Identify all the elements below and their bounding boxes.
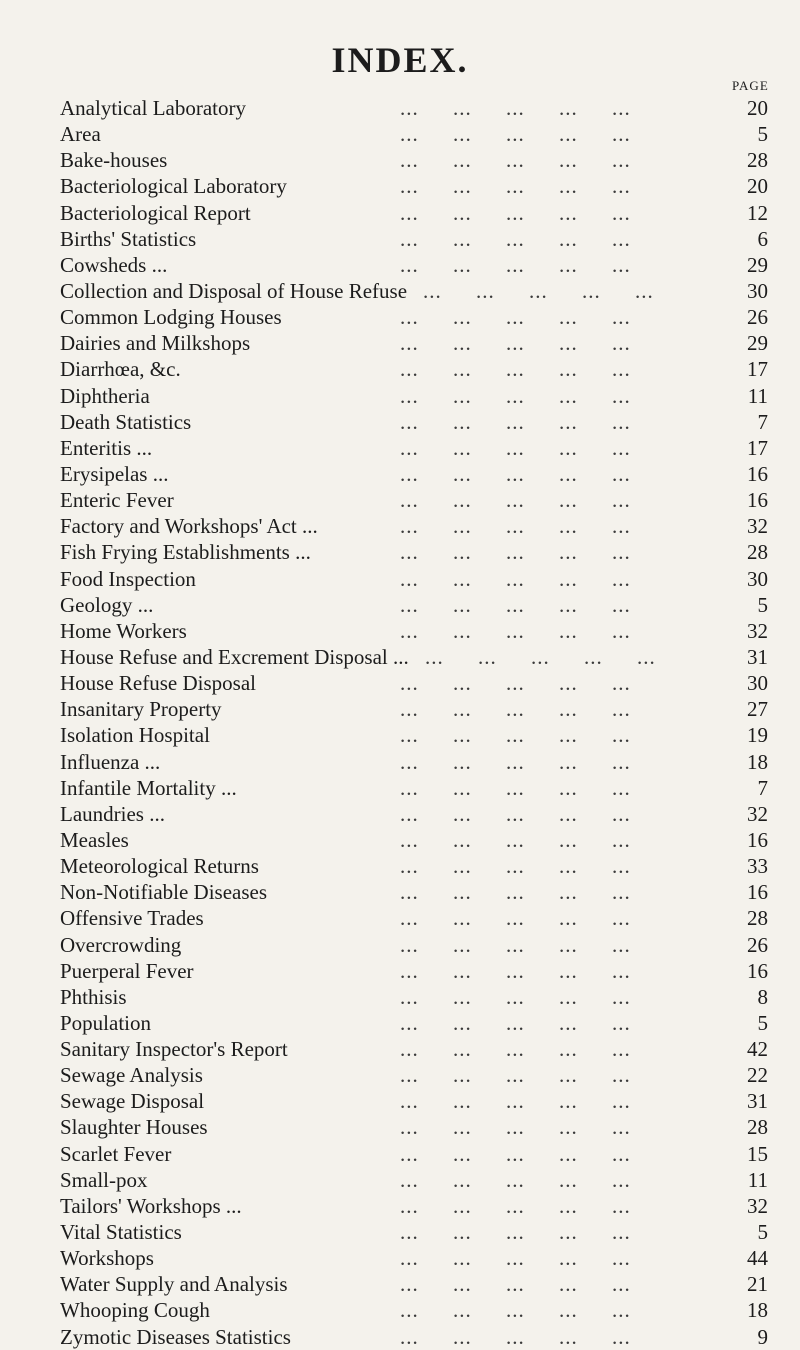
index-entry [60, 487, 780, 513]
index-entry-page-number: 29 [747, 252, 768, 277]
dot-leader: ... ... ... ... ... [400, 1246, 631, 1271]
index-entry-label: Bacteriological Laboratory [60, 174, 287, 199]
index-entry [60, 984, 780, 1010]
index-entry-page-number: 5 [757, 1220, 768, 1245]
index-entry-page-number: 31 [747, 1089, 768, 1114]
index-entry [60, 1036, 780, 1062]
index-entry-label: Cowsheds ... [60, 252, 168, 277]
index-entry-label: Food Inspection [60, 566, 196, 591]
index-entry-label: Geology ... [60, 592, 154, 617]
index-entry-page-number: 27 [747, 697, 768, 722]
index-entry-label: Non-Notifiable Diseases [60, 880, 268, 905]
index-entry-label: Infantile Mortality ... [60, 775, 237, 800]
index-entry [60, 1271, 780, 1297]
index-entry-label: Sewage Disposal [60, 1089, 205, 1114]
index-entry-page-number: 5 [757, 592, 768, 617]
dot-leader: ... ... ... ... ... [400, 514, 631, 539]
index-entry [60, 252, 780, 278]
index-entry-page-number: 12 [747, 200, 768, 225]
dot-leader: ... ... ... ... ... [400, 461, 631, 486]
index-entry [60, 932, 780, 958]
dot-leader: ... ... ... ... ... [400, 618, 631, 643]
index-entry-label: Puerperal Fever [60, 958, 194, 983]
index-entry-label: Insanitary Property [60, 697, 222, 722]
index-entry-page-number: 20 [747, 96, 768, 120]
index-entry-page-number: 7 [757, 409, 768, 434]
index-entry-label: Vital Statistics [60, 1220, 182, 1245]
dot-leader: ... ... ... ... ... [400, 827, 631, 852]
index-entry-page-number: 6 [757, 226, 768, 251]
index-entry [60, 1193, 780, 1219]
dot-leader: ... ... ... ... ... [400, 383, 631, 408]
page-column-heading: PAGE [732, 78, 769, 93]
index-entry-page-number: 30 [747, 566, 768, 591]
index-entry-label: Population [60, 1010, 152, 1035]
page-title: INDEX. [331, 40, 469, 80]
dot-leader: ... ... ... ... ... [400, 409, 631, 434]
index-entry-label: Whooping Cough [60, 1298, 210, 1323]
dot-leader: ... ... ... ... ... [400, 357, 631, 382]
index-entry [60, 618, 780, 644]
index-entry-label: Analytical Laboratory [60, 96, 247, 120]
dot-leader: ... ... ... ... ... [400, 801, 631, 826]
index-entry-page-number: 26 [747, 305, 768, 330]
index-entry-page-number: 21 [747, 1272, 768, 1297]
dot-leader: ... ... ... ... ... [400, 671, 631, 696]
index-entry-label: Collection and Disposal of House Refuse [60, 278, 408, 303]
index-entry [60, 304, 780, 330]
index-entry-label: Bake-houses [60, 148, 168, 173]
index-entry [60, 461, 780, 487]
index-entry-page-number: 33 [747, 854, 768, 879]
index-entry-page-number: 30 [747, 278, 768, 303]
index-entry [60, 513, 780, 539]
index-entry [60, 827, 780, 853]
dot-leader: ... ... ... ... ... [400, 566, 631, 591]
index-entry-page-number: 8 [757, 984, 768, 1009]
dot-leader: ... ... ... ... ... [400, 96, 631, 120]
index-entry-label: Factory and Workshops' Act ... [60, 514, 318, 539]
index-entry-label: Slaughter Houses [60, 1115, 208, 1140]
index-entry-page-number: 11 [747, 383, 768, 408]
index-entry-page-number: 32 [747, 1193, 768, 1218]
index-entry [60, 173, 780, 199]
dot-leader: ... ... ... ... ... [400, 305, 631, 330]
index-entry-page-number: 19 [747, 723, 768, 748]
index-entry [60, 722, 780, 748]
index-entry-label: Common Lodging Houses [60, 305, 282, 330]
index-entry [60, 200, 780, 226]
index-entry [60, 801, 780, 827]
index-entry-page-number: 28 [747, 906, 768, 931]
index-entry-page-number: 7 [757, 775, 768, 800]
index-entry [60, 696, 780, 722]
index-entry-label: Influenza ... [60, 749, 161, 774]
dot-leader: ... ... ... ... ... [423, 278, 654, 303]
index-entry-label: Sanitary Inspector's Report [60, 1037, 288, 1062]
index-entry-page-number: 5 [757, 1010, 768, 1035]
index-entry-page-number: 31 [747, 644, 768, 669]
dot-leader: ... ... ... ... ... [400, 226, 631, 251]
index-entry [60, 775, 780, 801]
dot-leader: ... ... ... ... ... [400, 775, 631, 800]
index-entry-page-number: 9 [757, 1324, 768, 1349]
index-entry-page-number: 32 [747, 618, 768, 643]
index-entry [60, 539, 780, 565]
index-entry [60, 958, 780, 984]
index-entry-label: Laundries ... [60, 801, 165, 826]
index-entry [60, 1141, 780, 1167]
dot-leader: ... ... ... ... ... [400, 1037, 631, 1062]
dot-leader: ... ... ... ... ... [400, 854, 631, 879]
index-entry-label: Enteritis ... [60, 435, 153, 460]
index-entry [60, 1088, 780, 1114]
index-entry-label: Bacteriological Report [60, 200, 251, 225]
index-entry-page-number: 28 [747, 1115, 768, 1140]
dot-leader: ... ... ... ... ... [400, 906, 631, 931]
index-entry [60, 749, 780, 775]
dot-leader: ... ... ... ... ... [400, 252, 631, 277]
index-entry-page-number: 16 [747, 488, 768, 513]
dot-leader: ... ... ... ... ... [400, 880, 631, 905]
index-entry-label: Diarrhœa, &c. [60, 357, 181, 382]
index-entry [60, 1324, 780, 1350]
index-entry-page-number: 17 [747, 435, 768, 460]
dot-leader: ... ... ... ... ... [400, 331, 631, 356]
index-entry [60, 905, 780, 931]
index-entry-page-number: 16 [747, 461, 768, 486]
dot-leader: ... ... ... ... ... [400, 1167, 631, 1192]
dot-leader: ... ... ... ... ... [400, 540, 631, 565]
index-entry-page-number: 20 [747, 174, 768, 199]
dot-leader: ... ... ... ... ... [425, 644, 656, 669]
dot-leader: ... ... ... ... ... [400, 1010, 631, 1035]
index-entry-page-number: 18 [747, 749, 768, 774]
index-entry-label: Sewage Analysis [60, 1063, 203, 1088]
index-entry-page-number: 11 [747, 1167, 768, 1192]
index-entry-label: Workshops [60, 1246, 154, 1271]
index-entry-label: Water Supply and Analysis [60, 1272, 288, 1297]
index-entry [60, 1245, 780, 1271]
dot-leader: ... ... ... ... ... [400, 958, 631, 983]
index-entry-page-number: 15 [747, 1141, 768, 1166]
index-entry [60, 356, 780, 382]
index-entry [60, 670, 780, 696]
dot-leader: ... ... ... ... ... [400, 1324, 631, 1349]
index-entry [60, 1297, 780, 1323]
index-entry-label: House Refuse Disposal [60, 671, 256, 696]
index-entry-label: Erysipelas ... [60, 461, 169, 486]
index-entry [60, 330, 780, 356]
index-entry-label: Meteorological Returns [60, 854, 259, 879]
index-entry-page-number: 5 [757, 122, 768, 147]
index-entry-label: Measles [60, 827, 129, 852]
index-entry-page-number: 22 [747, 1063, 768, 1088]
dot-leader: ... ... ... ... ... [400, 200, 631, 225]
index-entry-page-number: 17 [747, 357, 768, 382]
dot-leader: ... ... ... ... ... [400, 1115, 631, 1140]
dot-leader: ... ... ... ... ... [400, 1220, 631, 1245]
index-entry-page-number: 16 [747, 880, 768, 905]
index-entry-page-number: 29 [747, 331, 768, 356]
dot-leader: ... ... ... ... ... [400, 749, 631, 774]
index-entry-page-number: 28 [747, 540, 768, 565]
index-entry [60, 1167, 780, 1193]
index-entry-label: Isolation Hospital [60, 723, 210, 748]
index-entry [60, 278, 780, 304]
index-entry-label: Dairies and Milkshops [60, 331, 251, 356]
index-entry-list [60, 95, 780, 1350]
index-entry-label: Small-pox [60, 1167, 148, 1192]
dot-leader: ... ... ... ... ... [400, 1089, 631, 1114]
dot-leader: ... ... ... ... ... [400, 1298, 631, 1323]
index-entry [60, 226, 780, 252]
dot-leader: ... ... ... ... ... [400, 723, 631, 748]
index-entry-label: Zymotic Diseases Statistics [60, 1324, 291, 1349]
index-entry-label: Death Statistics [60, 409, 192, 434]
dot-leader: ... ... ... ... ... [400, 932, 631, 957]
index-entry [60, 95, 780, 121]
index-entry-label: Scarlet Fever [60, 1141, 172, 1166]
index-entry-page-number: 30 [747, 671, 768, 696]
index-entry-label: Home Workers [60, 618, 187, 643]
index-entry-label: Offensive Trades [60, 906, 204, 931]
index-entry [60, 383, 780, 409]
index-entry-page-number: 32 [747, 514, 768, 539]
index-entry [60, 879, 780, 905]
index-entry-label: Diphtheria [60, 383, 150, 408]
index-entry-label: Phthisis [60, 984, 127, 1009]
index-entry-label: Fish Frying Establishments ... [60, 540, 311, 565]
dot-leader: ... ... ... ... ... [400, 697, 631, 722]
index-entry [60, 1114, 780, 1140]
index-entry-label: Tailors' Workshops ... [60, 1193, 242, 1218]
index-entry [60, 592, 780, 618]
index-entry [60, 1219, 780, 1245]
index-entry-label: Area [60, 122, 101, 147]
index-entry-page-number: 18 [747, 1298, 768, 1323]
index-entry-page-number: 26 [747, 932, 768, 957]
dot-leader: ... ... ... ... ... [400, 148, 631, 173]
dot-leader: ... ... ... ... ... [400, 592, 631, 617]
index-entry-page-number: 16 [747, 958, 768, 983]
index-entry [60, 147, 780, 173]
dot-leader: ... ... ... ... ... [400, 1063, 631, 1088]
index-entry [60, 1062, 780, 1088]
dot-leader: ... ... ... ... ... [400, 174, 631, 199]
dot-leader: ... ... ... ... ... [400, 984, 631, 1009]
dot-leader: ... ... ... ... ... [400, 1272, 631, 1297]
index-entry [60, 409, 780, 435]
dot-leader: ... ... ... ... ... [400, 435, 631, 460]
index-entry [60, 644, 780, 670]
dot-leader: ... ... ... ... ... [400, 488, 631, 513]
index-entry [60, 121, 780, 147]
index-entry-page-number: 16 [747, 827, 768, 852]
index-entry-page-number: 44 [747, 1246, 768, 1271]
index-entry-page-number: 28 [747, 148, 768, 173]
index-entry-label: House Refuse and Excrement Disposal ... [60, 644, 409, 669]
dot-leader: ... ... ... ... ... [400, 1141, 631, 1166]
index-entry [60, 435, 780, 461]
index-entry [60, 1010, 780, 1036]
dot-leader: ... ... ... ... ... [400, 122, 631, 147]
index-entry-label: Overcrowding [60, 932, 182, 957]
index-entry [60, 566, 780, 592]
index-entry-page-number: 32 [747, 801, 768, 826]
dot-leader: ... ... ... ... ... [400, 1193, 631, 1218]
index-entry-label: Births' Statistics [60, 226, 197, 251]
index-entry [60, 853, 780, 879]
index-entry-page-number: 42 [747, 1037, 768, 1062]
index-entry-label: Enteric Fever [60, 488, 174, 513]
